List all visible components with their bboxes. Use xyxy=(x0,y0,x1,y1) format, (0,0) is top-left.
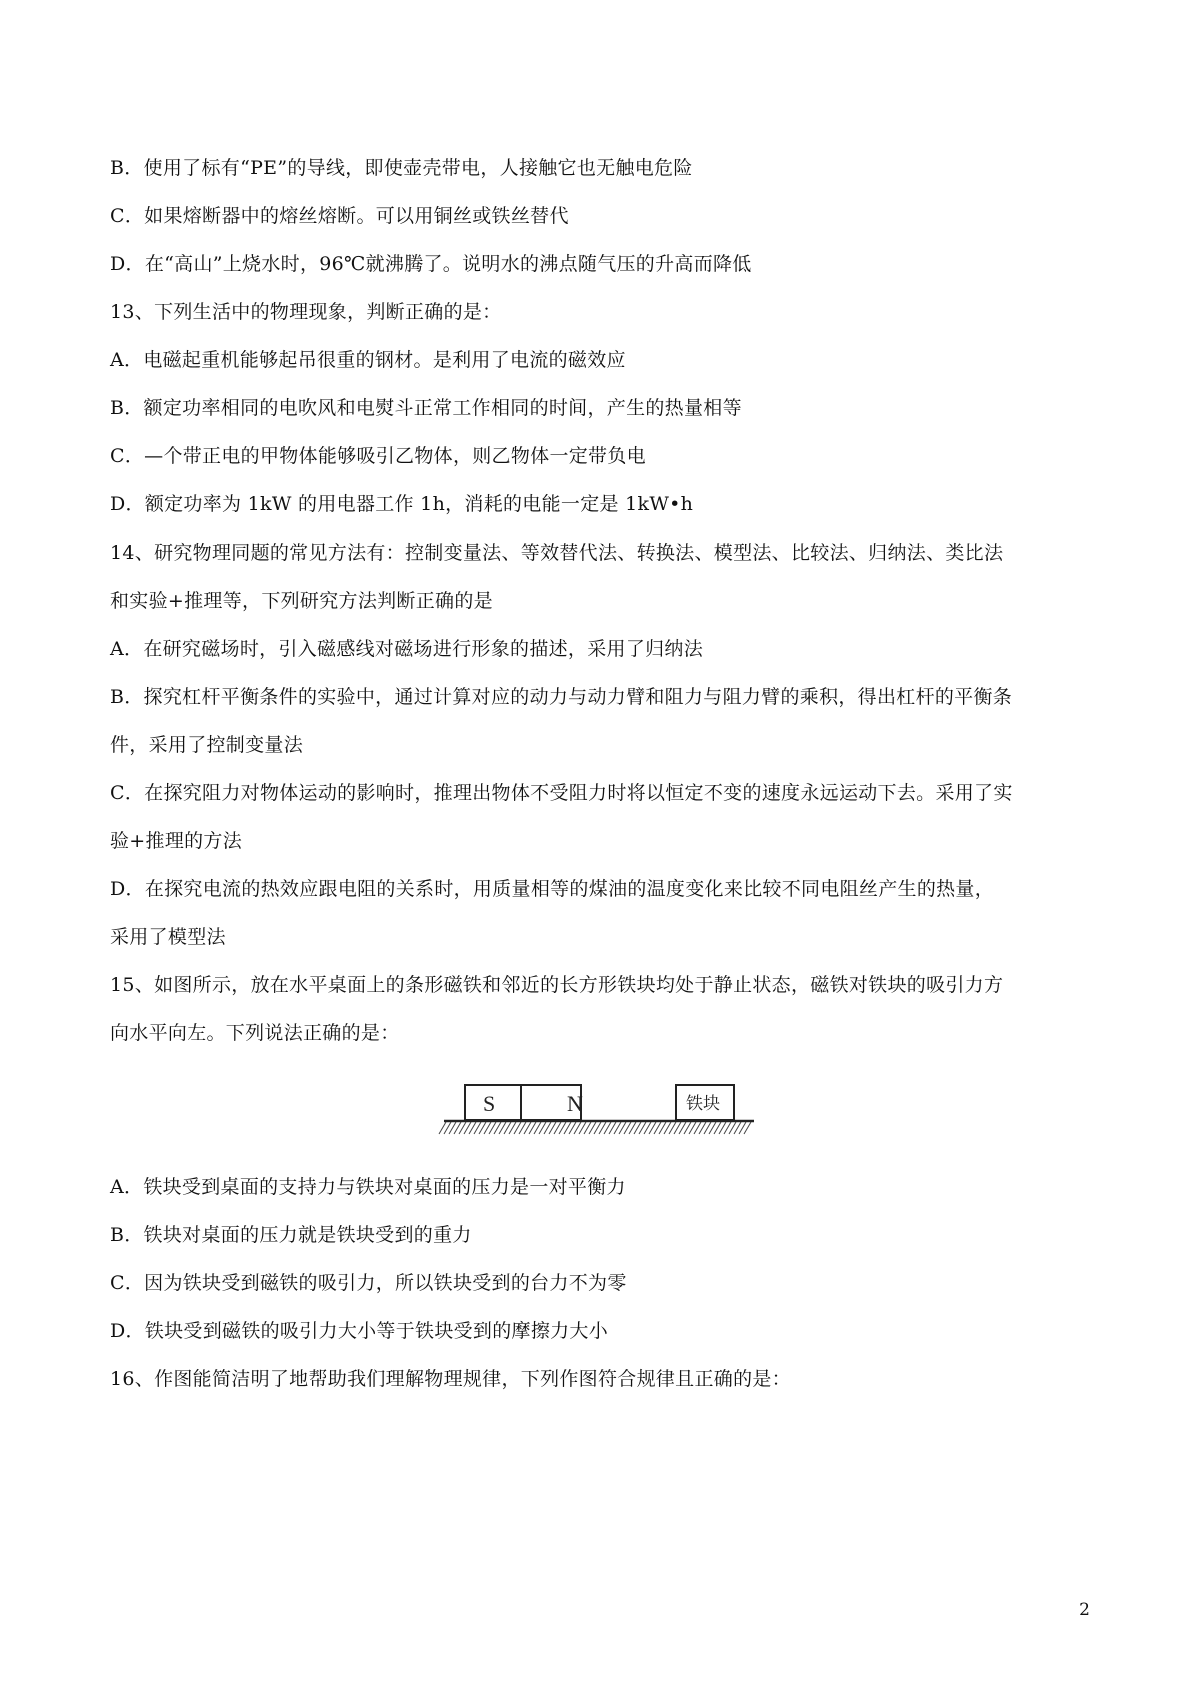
text-line: C．如果熔断器中的熔丝熔断。可以用铜丝或铁丝替代 xyxy=(110,205,569,227)
text-line: B．铁块对桌面的压力就是铁块受到的重力 xyxy=(110,1224,472,1246)
text-line: 和实验+推理等，下列研究方法判断正确的是 xyxy=(110,590,493,612)
text-line: C．—个带正电的甲物体能够吸引乙物体，则乙物体一定带负电 xyxy=(110,445,646,467)
question-13: 13、下列生活中的物理现象，判断正确的是： xyxy=(110,301,502,323)
text-line: C．在探究阻力对物体运动的影响时，推理出物体不受阻力时将以恒定不变的速度永远运动下去。采用了实 xyxy=(110,782,1013,804)
text-line: A．电磁起重机能够起吊很重的钢材。是利用了电流的磁效应 xyxy=(110,349,626,371)
question-16: 16、作图能简洁明了地帮助我们理解物理规律，下列作图符合规律且正确的是： xyxy=(110,1368,791,1390)
text-line: A．铁块受到桌面的支持力与铁块对桌面的压力是一对平衡力 xyxy=(110,1176,626,1198)
text-line: 件，采用了控制变量法 xyxy=(110,734,304,756)
text-line: B．额定功率相同的电吹风和电熨斗正常工作相同的时间，产生的热量相等 xyxy=(110,397,742,419)
magnet-iron-figure xyxy=(438,1082,763,1142)
question-15: 15、如图所示，放在水平桌面上的条形磁铁和邻近的长方形铁块均处于静止状态，磁铁对铁块的吸引力方 xyxy=(110,974,1004,996)
text-line: 采用了模型法 xyxy=(110,926,226,948)
question-14: 14、研究物理同题的常见方法有：控制变量法、等效替代法、转换法、模型法、比较法、归纳法、类比法 xyxy=(110,542,1004,564)
text-line: C．因为铁块受到磁铁的吸引力，所以铁块受到的台力不为零 xyxy=(110,1272,627,1294)
table-hatching xyxy=(439,1122,751,1134)
text-line: A．在研究磁场时，引入磁感线对磁场进行形象的描述，采用了归纳法 xyxy=(110,638,704,660)
text-line: D．在探究电流的热效应跟电阻的关系时，用质量相等的煤油的温度变化来比较不同电阻丝产生的热量， xyxy=(110,878,995,900)
text-line: D．铁块受到磁铁的吸引力大小等于铁块受到的摩擦力大小 xyxy=(110,1320,609,1342)
text-line: D．在“高山”上烧水时，96℃就沸腾了。说明水的沸点随气压的升高而降低 xyxy=(110,253,752,275)
page-number: 2 xyxy=(1079,1600,1090,1620)
text-line: 向水平向左。下列说法正确的是： xyxy=(110,1022,400,1044)
text-line: 验+推理的方法 xyxy=(110,830,243,852)
iron-block-label: 铁块 xyxy=(686,1094,720,1114)
magnet-n-label: N xyxy=(567,1091,583,1116)
magnet-s-label: S xyxy=(483,1091,496,1116)
text-line: D．额定功率为 1kW 的用电器工作 1h，消耗的电能一定是 1kW•h xyxy=(110,493,694,515)
text-line: B．使用了标有“PE”的导线，即使壶壳带电，人接触它也无触电危险 xyxy=(110,157,693,179)
text-line: B．探究杠杆平衡条件的实验中，通过计算对应的动力与动力臂和阻力与阻力臂的乘积，得出杠杆的平衡条 xyxy=(110,686,1013,708)
